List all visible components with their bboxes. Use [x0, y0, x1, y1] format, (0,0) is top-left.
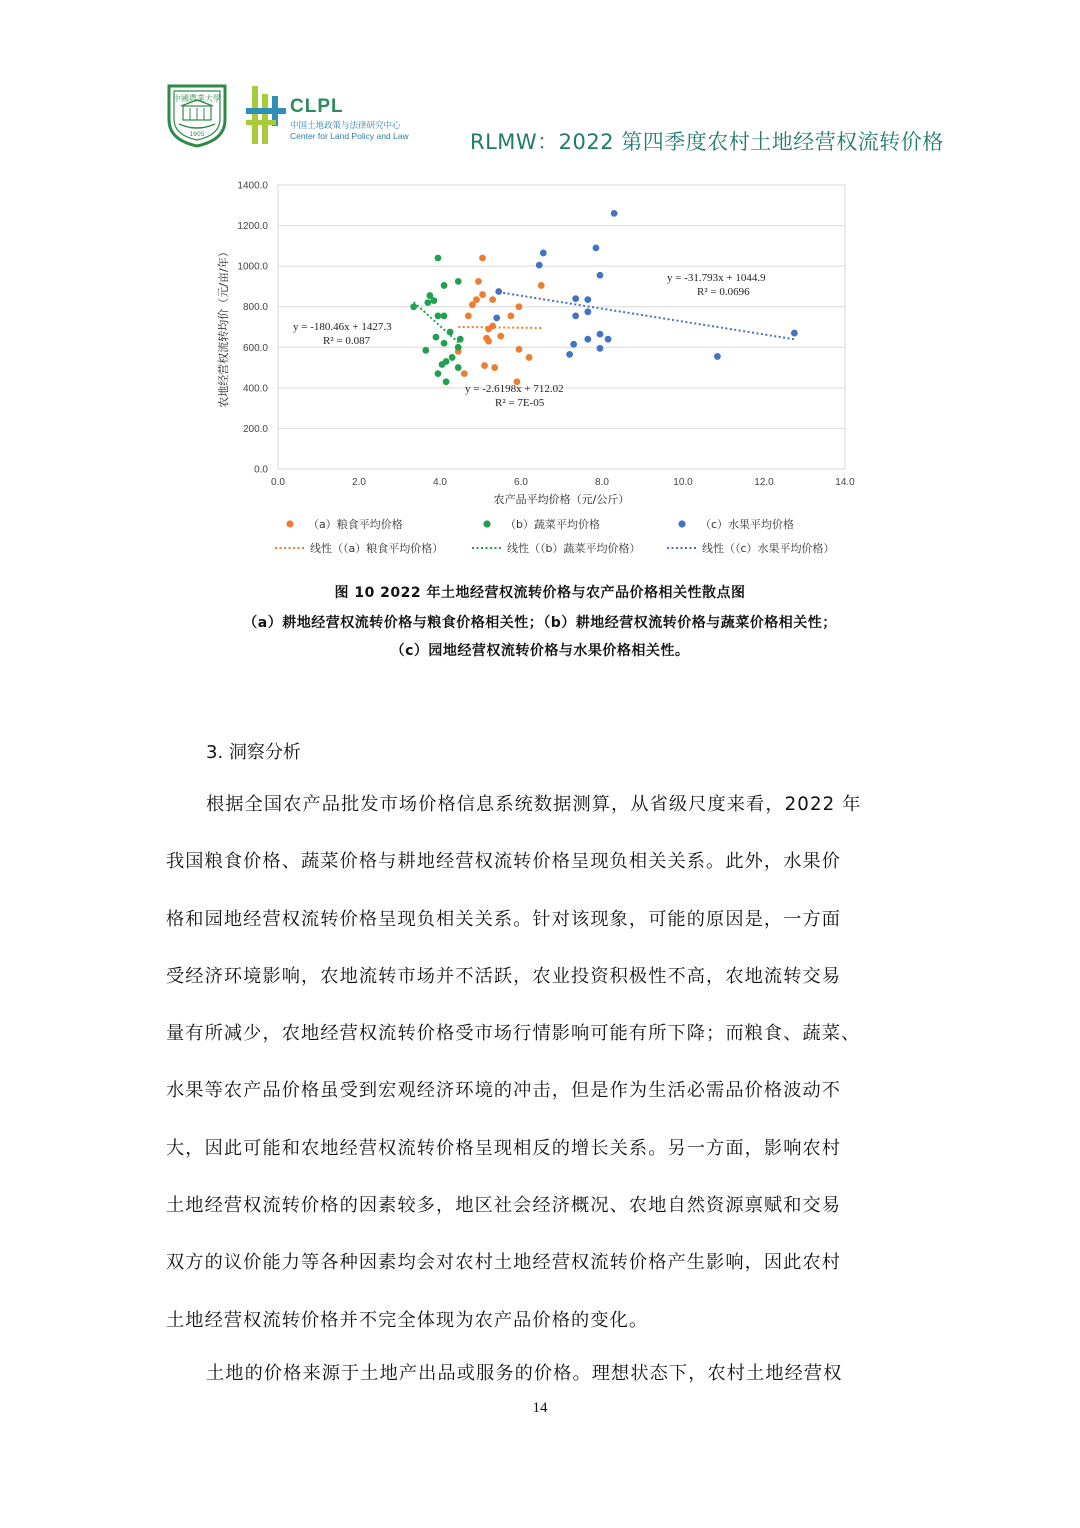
data-point-a: [485, 338, 492, 345]
figure-caption-line3: （c）园地经营权流转价格与水果价格相关性。: [390, 643, 690, 659]
x-tick-label: 10.0: [673, 477, 693, 488]
paragraph-line: 量有所减少，农地经营权流转价格受市场行情影响可能有所下降；而粮食、蔬菜、: [166, 1023, 861, 1045]
legend-label: （a）粮食平均价格: [308, 518, 403, 531]
paragraph-2: [166, 1345, 916, 1402]
data-point-c: [593, 244, 600, 251]
clpl-logo-text: [290, 96, 409, 141]
y-axis-label: 农地经营权流转均价（元/亩/年）: [217, 246, 230, 408]
data-point-a: [461, 370, 468, 377]
data-point-a: [479, 291, 486, 298]
y-tick-label: 800.0: [242, 302, 268, 314]
data-point-a: [497, 333, 504, 340]
x-tick-label: 0.0: [271, 477, 285, 488]
data-point-c: [791, 330, 798, 337]
section-title: 3. 洞察分析: [206, 742, 301, 763]
clpl-chinese-name: 中国土地政策与法律研究中心: [290, 120, 401, 130]
data-point-c: [495, 288, 502, 295]
data-point-c: [493, 314, 500, 321]
y-tick-label: 600.0: [242, 342, 268, 354]
data-point-a: [481, 362, 488, 369]
x-tick-label: 6.0: [514, 477, 528, 488]
y-tick-label: 1200.0: [237, 221, 268, 233]
clpl-english-name: Center for Land Policy and Law: [290, 131, 409, 141]
data-point-a: [516, 346, 523, 353]
trendline-c: [499, 292, 795, 339]
data-point-b: [410, 303, 417, 310]
y-tick-label: 400.0: [242, 383, 268, 395]
page-number: 14: [532, 1400, 548, 1416]
trendline-r2-a: R² = 7E-05: [495, 397, 545, 409]
data-point-a: [465, 312, 472, 319]
trendline-r2-c: R² = 0.0696: [697, 286, 750, 298]
x-tick-label: 4.0: [433, 477, 447, 488]
x-tick-label: 12.0: [754, 477, 774, 488]
data-point-b: [443, 378, 450, 385]
data-point-c: [597, 331, 604, 338]
paragraph-line: 格和园地经营权流转价格呈现负相关关系。针对该现象，可能的原因是，一方面: [166, 908, 842, 930]
data-point-b: [441, 282, 448, 289]
figure-caption-line2: （a）耕地经营权流转价格与粮食价格相关性；（b）耕地经营权流转价格与蔬菜价格相关性；: [243, 615, 837, 631]
data-point-b: [455, 278, 462, 285]
paragraph-line: 受经济环境影响，农地流转市场并不活跃，农业投资积极性不高，农地流转交易: [166, 965, 842, 987]
legend-label: （c）水果平均价格: [700, 518, 795, 531]
data-point-c: [605, 336, 612, 343]
trendline-equation-b: y = -180.46x + 1427.3: [293, 321, 392, 333]
legend-label: 线性（（a）粮食平均价格）: [310, 542, 444, 555]
data-point-b: [433, 334, 440, 341]
svg-text:1905: 1905: [189, 131, 205, 138]
data-point-a: [526, 354, 533, 361]
data-point-a: [507, 312, 514, 319]
y-tick-label: 0.0: [254, 464, 268, 476]
data-point-a: [489, 296, 496, 303]
legend-label: 线性（（c）水果平均价格）: [702, 542, 835, 555]
paragraph-line: 根据全国农产品批发市场价格信息系统数据测算，从省级尺度来看，2022 年: [206, 794, 862, 815]
paragraph-line: 双方的议价能力等各种因素均会对农村土地经营权流转价格产生影响，因此农村: [166, 1252, 842, 1274]
data-point-c: [536, 262, 543, 269]
legend-label: 线性（（b）蔬菜平均价格）: [507, 542, 641, 555]
x-tick-label: 2.0: [352, 477, 366, 488]
trendline-equation-a: y = -2.6198x + 712.02: [465, 383, 564, 395]
data-point-b: [457, 336, 464, 343]
data-point-a: [485, 326, 492, 333]
legend-marker-c: [678, 520, 685, 527]
paragraph-line: 土地经营权流转价格并不完全体现为农产品价格的变化。: [166, 1309, 649, 1331]
paragraph-line: 大，因此可能和农地经营权流转价格呈现相反的增长关系。另一方面，影响农村: [166, 1137, 842, 1159]
data-point-b: [447, 329, 454, 336]
data-point-b: [435, 370, 442, 377]
data-point-c: [584, 308, 591, 315]
data-point-a: [479, 255, 486, 262]
data-point-b: [422, 347, 429, 354]
paragraph-line: 我国粮食价格、蔬菜价格与耕地经营权流转价格呈现负相关关系。此外，水果价: [166, 851, 842, 873]
scatter-chart: [215, 170, 865, 565]
data-point-b: [441, 340, 448, 347]
trendline-a: [458, 327, 541, 328]
x-tick-label: 8.0: [595, 477, 609, 488]
legend-marker-b: [483, 520, 490, 527]
data-point-c: [540, 250, 547, 257]
trendline-r2-b: R² = 0.087: [323, 335, 371, 347]
data-point-b: [435, 312, 442, 319]
legend-marker-a: [286, 520, 293, 527]
clpl-name: CLPL: [290, 96, 344, 117]
data-point-a: [469, 301, 476, 308]
data-point-b: [439, 361, 446, 368]
paragraph-line: 土地经营权流转价格的因素较多，地区社会经济概况、农地自然资源禀赋和交易: [166, 1195, 842, 1217]
data-point-c: [714, 353, 721, 360]
paragraph-1: [166, 776, 916, 1349]
data-point-b: [424, 299, 431, 306]
figure-caption-line1: 图 10 2022 年土地经营权流转价格与农产品价格相关性散点图: [334, 585, 746, 601]
y-tick-label: 200.0: [242, 423, 268, 435]
data-point-a: [538, 282, 545, 289]
data-point-b: [455, 364, 462, 371]
svg-text:中國農業大學: 中國農業大學: [173, 94, 221, 103]
data-point-a: [516, 303, 523, 310]
data-point-c: [584, 336, 591, 343]
data-point-b: [455, 344, 462, 351]
header-title: RLMW：2022 第四季度农村土地经营权流转价格: [470, 130, 944, 154]
data-point-c: [597, 345, 604, 352]
x-tick-label: 14.0: [835, 477, 855, 488]
data-point-c: [611, 210, 618, 217]
data-point-b: [431, 297, 438, 304]
data-point-b: [435, 255, 442, 262]
data-point-c: [566, 351, 573, 358]
y-tick-label: 1400.0: [237, 180, 268, 192]
data-point-c: [597, 272, 604, 279]
clpl-logo-mark: [246, 82, 290, 146]
paragraph-line: 水果等农产品价格虽受到宏观经济环境的冲击，但是作为生活必需品价格波动不: [166, 1080, 842, 1102]
trendline-equation-c: y = -31.793x + 1044.9: [667, 272, 766, 284]
data-point-c: [584, 296, 591, 303]
y-tick-label: 1000.0: [237, 261, 268, 273]
university-seal-logo: [165, 84, 229, 148]
data-point-c: [572, 312, 579, 319]
data-point-c: [572, 295, 579, 302]
data-point-b: [449, 354, 456, 361]
data-point-a: [475, 278, 482, 285]
data-point-a: [491, 364, 498, 371]
data-point-c: [570, 341, 577, 348]
legend-label: （b）蔬菜平均价格: [505, 518, 600, 531]
data-point-b: [441, 312, 448, 319]
x-axis-label: 农产品平均价格（元/公斤）: [493, 493, 630, 506]
paragraph-line: 土地的价格来源于土地产出品或服务的价格。理想状态下，农村土地经营权: [206, 1363, 843, 1384]
